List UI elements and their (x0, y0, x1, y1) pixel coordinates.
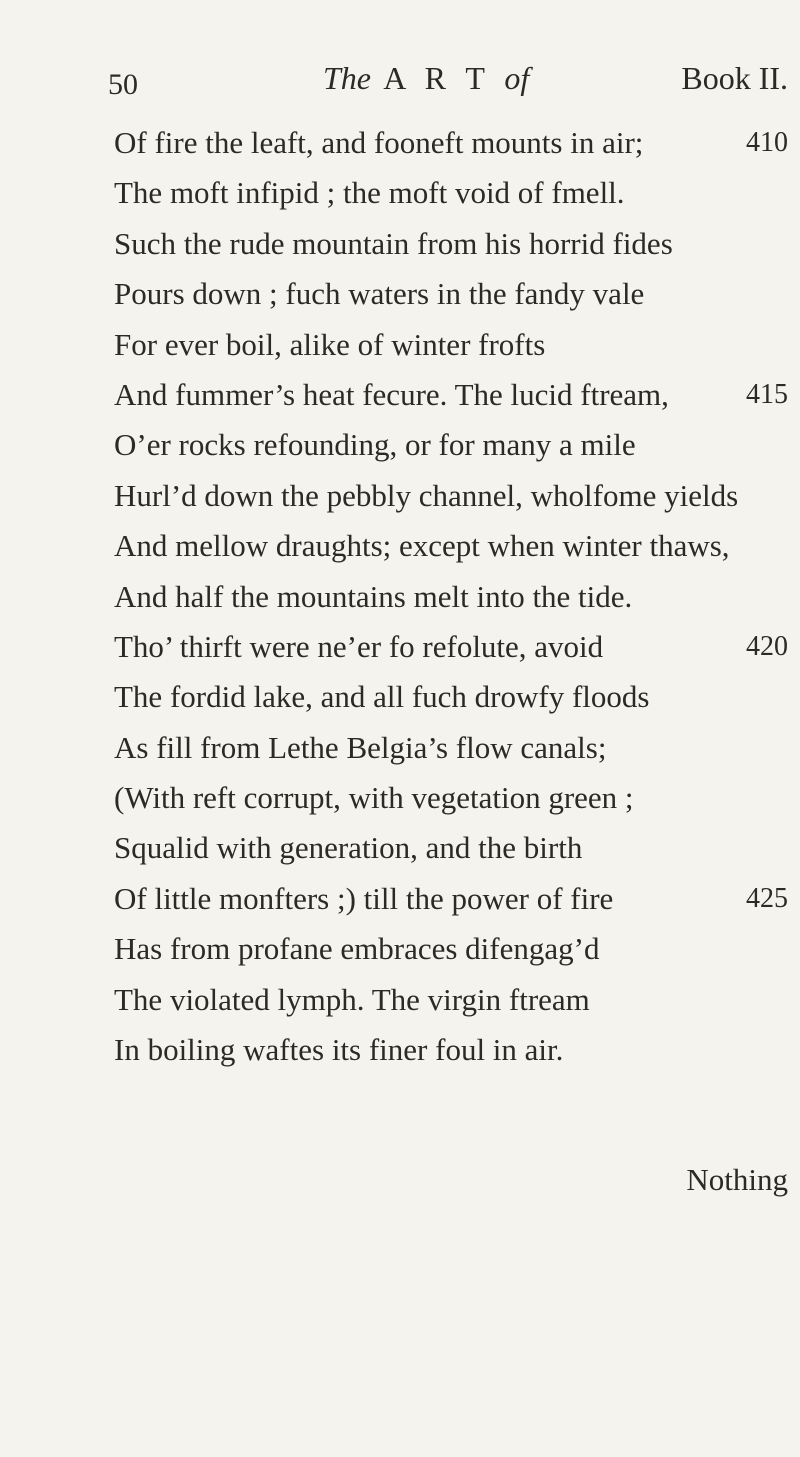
verse-line (0, 521, 800, 571)
verse-line (0, 924, 800, 974)
verse-text: Pours down ; fuch waters in the fandy vale (114, 276, 645, 312)
running-title (323, 60, 529, 97)
verse-text: (With reft corrupt, with vegetation green ; (114, 780, 634, 816)
verse-text: Has from profane embraces difengag’d (114, 931, 600, 967)
title-main: A R T (383, 60, 491, 96)
verse-text: The violated lymph. The virgin ftream (114, 981, 590, 1017)
verse-line (0, 269, 800, 319)
verse-text: Of fire the leaft, and fooneft mounts in air; (114, 125, 644, 160)
verse-text: Tho’ thirft were ne’er fo refolute, avoid (114, 628, 604, 664)
page-number: 50 (108, 68, 138, 101)
line-number: 415 (746, 378, 788, 410)
verse-text: As fill from Lethe Belgia’s flow canals; (114, 729, 607, 765)
verse-text: O’er rocks refounding, or for many a mile (114, 427, 636, 463)
verse-block (0, 118, 800, 1075)
verse-line (0, 773, 800, 823)
verse-line (0, 1025, 800, 1075)
verse-line (0, 471, 800, 521)
verse-text: And fummer’s heat fecure. The lucid ftream, (114, 376, 669, 412)
verse-line (0, 370, 800, 420)
verse-line (0, 622, 800, 672)
title-suffix: of (504, 60, 530, 96)
verse-line (0, 874, 800, 924)
verse-line (0, 723, 800, 773)
verse-text: Such the rude mountain from his horrid fides (114, 225, 673, 261)
verse-text: Of little monfters ;) till the power of fire (114, 880, 614, 916)
book-label: Book II. (681, 60, 788, 96)
verse-line (0, 572, 800, 622)
verse-text: For ever boil, alike of winter frofts (114, 326, 546, 362)
verse-line (0, 320, 800, 370)
running-header (0, 60, 800, 110)
verse-text: And mellow draughts; except when winter thaws, (114, 528, 730, 564)
verse-line (0, 118, 800, 168)
catchword: Nothing (686, 1162, 788, 1197)
verse-text: And half the mountains melt into the tide. (114, 578, 633, 614)
line-number: 420 (746, 630, 788, 662)
verse-line (0, 168, 800, 218)
verse-text: Squalid with generation, and the birth (114, 830, 583, 866)
verse-text: The moft infipid ; the moft void of fmell. (114, 175, 625, 211)
verse-line (0, 672, 800, 722)
verse-line (0, 219, 800, 269)
line-number: 425 (746, 882, 788, 914)
verse-line (0, 975, 800, 1025)
verse-text: In boiling waftes its finer foul in air. (114, 1032, 564, 1068)
verse-line (0, 823, 800, 873)
verse-text: The fordid lake, and all fuch drowfy floods (114, 679, 650, 715)
title-prefix: The (323, 60, 371, 96)
verse-line (0, 420, 800, 470)
verse-text: Hurl’d down the pebbly channel, wholfome yields (114, 477, 739, 513)
line-number: 410 (746, 127, 788, 158)
